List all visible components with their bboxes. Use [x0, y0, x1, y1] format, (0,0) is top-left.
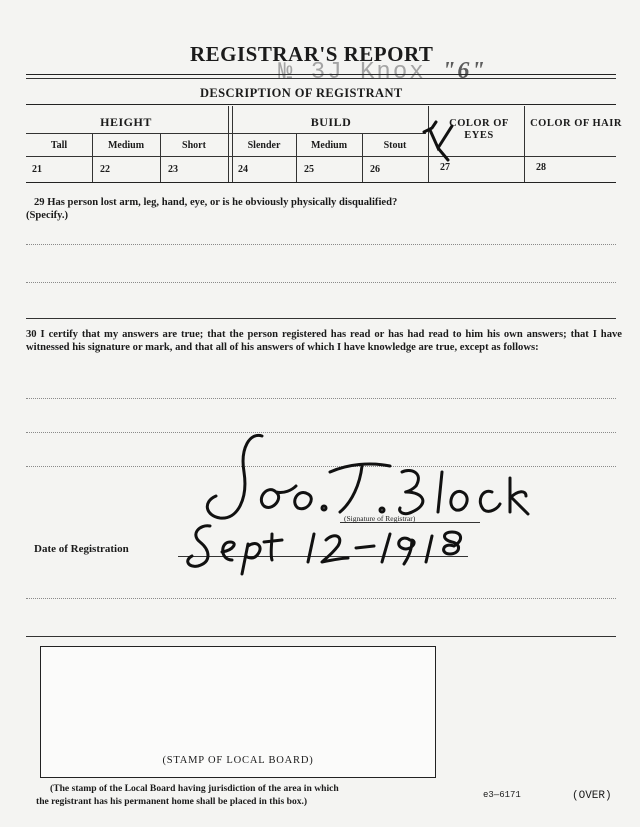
serial-stamp-text: № 3J Knox: [278, 59, 426, 86]
question-30-text: 30 I certify that my answers are true; that the person registered has read or has had read to him his own answers; that I have witnessed his signature or mark, and that all of his answers of which I have knowledge are true, except as follows:: [26, 329, 622, 353]
field-number-25: 25: [304, 164, 314, 175]
col-label-medium-height: Medium: [107, 140, 145, 151]
col-label-stout: Stout: [383, 140, 407, 151]
question-29-line2: (Specify.): [26, 210, 69, 221]
question-29-line1: 29 Has person lost arm, leg, hand, eye, or is he obviously physically disqualified?: [34, 197, 398, 208]
answer-line: [26, 282, 616, 283]
col-label-short: Short: [182, 140, 206, 151]
check-mark-icon: [418, 118, 488, 168]
serial-stamp-mark: "6": [442, 58, 487, 84]
header-rule-top: [26, 74, 616, 75]
section-divider: [26, 636, 616, 637]
registration-date-handwritten: [186, 512, 486, 581]
numbers-rule: [26, 156, 616, 157]
field-number-27: 27: [440, 162, 450, 173]
page-title: REGISTRAR'S REPORT: [190, 42, 434, 66]
col-label-tall: Tall: [50, 140, 68, 151]
over-indicator: (OVER): [572, 790, 612, 802]
build-heading: BUILD: [310, 115, 352, 129]
stamp-note-line1: (The stamp of the Local Board having jurisdiction of the area in which: [50, 783, 339, 794]
col-label-medium-build: Medium: [310, 140, 348, 151]
field-number-21: 21: [32, 164, 42, 175]
field-number-26: 26: [370, 164, 380, 175]
field-number-24: 24: [238, 164, 248, 175]
subheading-rule: [26, 133, 426, 134]
field-number-23: 23: [168, 164, 178, 175]
answer-line: [26, 598, 616, 599]
stamp-box-label: (STAMP OF LOCAL BOARD): [162, 755, 314, 766]
table-bottom-rule: [26, 182, 616, 183]
table-top-rule: [26, 104, 616, 105]
col-label-slender: Slender: [247, 140, 281, 151]
answer-line: [26, 244, 616, 245]
col-divider: [524, 106, 525, 182]
date-handwriting: [186, 512, 486, 576]
eyes-heading: COLOR OF EYES: [449, 118, 509, 141]
section-divider: [26, 318, 616, 319]
field-number-28: 28: [536, 162, 546, 173]
date-of-registration-label: Date of Registration: [34, 543, 129, 555]
description-heading: DESCRIPTION OF REGISTRANT: [200, 86, 403, 100]
local-board-stamp-box: [40, 646, 436, 778]
header-rule-bottom: [26, 78, 616, 79]
form-number: e3—6171: [483, 790, 521, 800]
hair-heading: COLOR OF HAIR: [530, 118, 622, 129]
signature-caption: (Signature of Registrar): [344, 514, 416, 523]
col-divider: [228, 106, 229, 182]
stamp-note-line2: the registrant has his permanent home shall be placed in this box.): [36, 796, 308, 807]
serial-stamp: [278, 58, 487, 86]
height-heading: HEIGHT: [100, 115, 152, 129]
field-number-22: 22: [100, 164, 110, 175]
answer-line: [26, 398, 616, 399]
